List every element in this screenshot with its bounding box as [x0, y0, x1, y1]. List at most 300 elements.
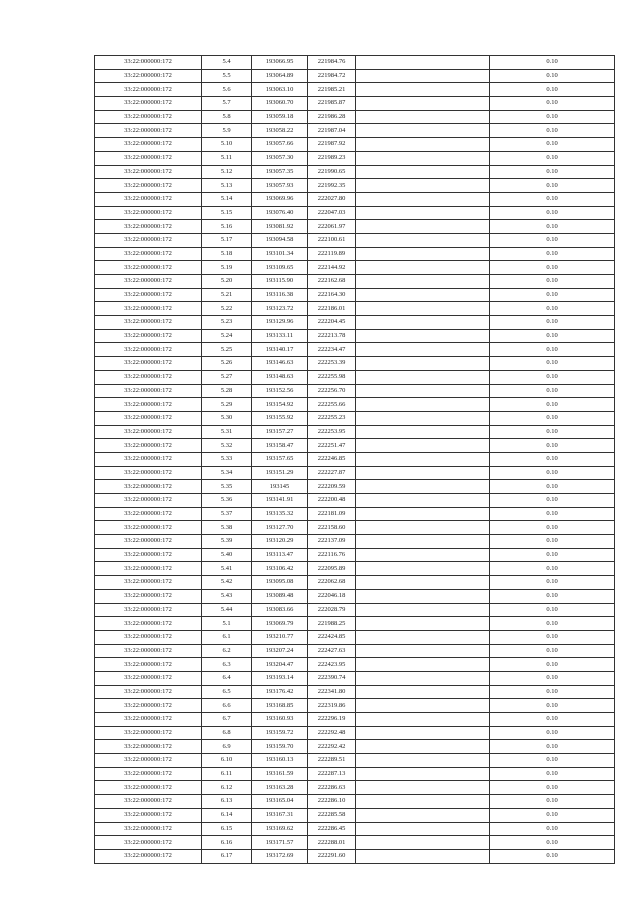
y-coordinate-cell: 222047.03 — [308, 206, 356, 220]
point-number-cell: 6.2 — [202, 644, 252, 658]
x-coordinate-cell: 193135.32 — [252, 507, 308, 521]
y-coordinate-cell: 222119.89 — [308, 247, 356, 261]
table-row — [95, 439, 615, 453]
x-coordinate-cell: 193152.56 — [252, 384, 308, 398]
y-coordinate-cell: 222158.60 — [308, 521, 356, 535]
cadastral-number-cell: 33:22:000000:172 — [95, 261, 202, 275]
point-number-cell: 5.5 — [202, 69, 252, 83]
y-coordinate-cell: 222286.10 — [308, 795, 356, 809]
accuracy-cell: 0.10 — [490, 343, 615, 357]
accuracy-cell: 0.10 — [490, 233, 615, 247]
table-row — [95, 288, 615, 302]
point-number-cell: 5.32 — [202, 439, 252, 453]
empty-cell — [356, 849, 490, 863]
point-number-cell: 5.36 — [202, 494, 252, 508]
x-coordinate-cell: 193160.93 — [252, 713, 308, 727]
table-row — [95, 398, 615, 412]
y-coordinate-cell: 222296.19 — [308, 713, 356, 727]
empty-cell — [356, 83, 490, 97]
x-coordinate-cell: 193157.27 — [252, 425, 308, 439]
table-row — [95, 466, 615, 480]
accuracy-cell: 0.10 — [490, 124, 615, 138]
x-coordinate-cell: 193094.58 — [252, 233, 308, 247]
empty-cell — [356, 466, 490, 480]
empty-cell — [356, 644, 490, 658]
accuracy-cell: 0.10 — [490, 439, 615, 453]
table-row — [95, 767, 615, 781]
accuracy-cell: 0.10 — [490, 535, 615, 549]
accuracy-cell: 0.10 — [490, 713, 615, 727]
cadastral-number-cell: 33:22:000000:172 — [95, 671, 202, 685]
accuracy-cell: 0.10 — [490, 56, 615, 70]
table-row — [95, 808, 615, 822]
empty-cell — [356, 261, 490, 275]
cadastral-number-cell: 33:22:000000:172 — [95, 562, 202, 576]
point-number-cell: 6.7 — [202, 713, 252, 727]
y-coordinate-cell: 221990.65 — [308, 165, 356, 179]
table-row — [95, 849, 615, 863]
accuracy-cell: 0.10 — [490, 370, 615, 384]
y-coordinate-cell: 222227.87 — [308, 466, 356, 480]
accuracy-cell: 0.10 — [490, 767, 615, 781]
empty-cell — [356, 658, 490, 672]
cadastral-number-cell: 33:22:000000:172 — [95, 685, 202, 699]
point-number-cell: 5.17 — [202, 233, 252, 247]
x-coordinate-cell: 193161.59 — [252, 767, 308, 781]
point-number-cell: 5.15 — [202, 206, 252, 220]
table-row — [95, 316, 615, 330]
table-row — [95, 56, 615, 70]
accuracy-cell: 0.10 — [490, 849, 615, 863]
point-number-cell: 5.13 — [202, 179, 252, 193]
cadastral-number-cell: 33:22:000000:172 — [95, 288, 202, 302]
x-coordinate-cell: 193159.70 — [252, 740, 308, 754]
x-coordinate-cell: 193158.47 — [252, 439, 308, 453]
cadastral-number-cell: 33:22:000000:172 — [95, 849, 202, 863]
accuracy-cell: 0.10 — [490, 507, 615, 521]
table-row — [95, 713, 615, 727]
point-number-cell: 6.16 — [202, 836, 252, 850]
x-coordinate-cell: 193101.34 — [252, 247, 308, 261]
x-coordinate-cell: 193165.04 — [252, 795, 308, 809]
x-coordinate-cell: 193059.18 — [252, 110, 308, 124]
point-number-cell: 5.14 — [202, 192, 252, 206]
empty-cell — [356, 206, 490, 220]
cadastral-number-cell: 33:22:000000:172 — [95, 754, 202, 768]
accuracy-cell: 0.10 — [490, 726, 615, 740]
x-coordinate-cell: 193193.14 — [252, 671, 308, 685]
cadastral-number-cell: 33:22:000000:172 — [95, 192, 202, 206]
x-coordinate-cell: 193154.92 — [252, 398, 308, 412]
accuracy-cell: 0.10 — [490, 275, 615, 289]
cadastral-number-cell: 33:22:000000:172 — [95, 767, 202, 781]
cadastral-number-cell: 33:22:000000:172 — [95, 357, 202, 371]
cadastral-number-cell: 33:22:000000:172 — [95, 179, 202, 193]
empty-cell — [356, 576, 490, 590]
cadastral-number-cell: 33:22:000000:172 — [95, 507, 202, 521]
y-coordinate-cell: 222027.80 — [308, 192, 356, 206]
point-number-cell: 5.30 — [202, 411, 252, 425]
table-row — [95, 357, 615, 371]
table-row — [95, 384, 615, 398]
table-row — [95, 425, 615, 439]
cadastral-number-cell: 33:22:000000:172 — [95, 329, 202, 343]
x-coordinate-cell: 193151.29 — [252, 466, 308, 480]
point-number-cell: 6.5 — [202, 685, 252, 699]
cadastral-number-cell: 33:22:000000:172 — [95, 343, 202, 357]
y-coordinate-cell: 222234.47 — [308, 343, 356, 357]
y-coordinate-cell: 222253.95 — [308, 425, 356, 439]
y-coordinate-cell: 222255.23 — [308, 411, 356, 425]
empty-cell — [356, 110, 490, 124]
table-row — [95, 507, 615, 521]
table-row — [95, 836, 615, 850]
cadastral-number-cell: 33:22:000000:172 — [95, 384, 202, 398]
point-number-cell: 5.27 — [202, 370, 252, 384]
cadastral-number-cell: 33:22:000000:172 — [95, 370, 202, 384]
empty-cell — [356, 507, 490, 521]
accuracy-cell: 0.10 — [490, 69, 615, 83]
y-coordinate-cell: 222286.63 — [308, 781, 356, 795]
point-number-cell: 6.17 — [202, 849, 252, 863]
accuracy-cell: 0.10 — [490, 808, 615, 822]
y-coordinate-cell: 222246.85 — [308, 452, 356, 466]
empty-cell — [356, 247, 490, 261]
cadastral-number-cell: 33:22:000000:172 — [95, 247, 202, 261]
y-coordinate-cell: 222288.01 — [308, 836, 356, 850]
table-row — [95, 494, 615, 508]
empty-cell — [356, 494, 490, 508]
x-coordinate-cell: 193129.96 — [252, 316, 308, 330]
table-row — [95, 562, 615, 576]
table-row — [95, 548, 615, 562]
cadastral-number-cell: 33:22:000000:172 — [95, 535, 202, 549]
x-coordinate-cell: 193176.42 — [252, 685, 308, 699]
empty-cell — [356, 822, 490, 836]
empty-cell — [356, 713, 490, 727]
accuracy-cell: 0.10 — [490, 548, 615, 562]
cadastral-number-cell: 33:22:000000:172 — [95, 220, 202, 234]
table-row — [95, 781, 615, 795]
table-row — [95, 658, 615, 672]
table-row — [95, 83, 615, 97]
point-number-cell: 5.31 — [202, 425, 252, 439]
point-number-cell: 5.38 — [202, 521, 252, 535]
empty-cell — [356, 699, 490, 713]
y-coordinate-cell: 221988.25 — [308, 617, 356, 631]
y-coordinate-cell: 221992.35 — [308, 179, 356, 193]
cadastral-number-cell: 33:22:000000:172 — [95, 56, 202, 70]
cadastral-number-cell: 33:22:000000:172 — [95, 795, 202, 809]
y-coordinate-cell: 222287.13 — [308, 767, 356, 781]
empty-cell — [356, 69, 490, 83]
accuracy-cell: 0.10 — [490, 836, 615, 850]
x-coordinate-cell: 193168.85 — [252, 699, 308, 713]
y-coordinate-cell: 221985.21 — [308, 83, 356, 97]
point-number-cell: 5.28 — [202, 384, 252, 398]
y-coordinate-cell: 222253.39 — [308, 357, 356, 371]
accuracy-cell: 0.10 — [490, 398, 615, 412]
accuracy-cell: 0.10 — [490, 603, 615, 617]
accuracy-cell: 0.10 — [490, 220, 615, 234]
table-row — [95, 603, 615, 617]
x-coordinate-cell: 193159.72 — [252, 726, 308, 740]
empty-cell — [356, 370, 490, 384]
x-coordinate-cell: 193057.93 — [252, 179, 308, 193]
empty-cell — [356, 480, 490, 494]
accuracy-cell: 0.10 — [490, 83, 615, 97]
table-row — [95, 192, 615, 206]
empty-cell — [356, 220, 490, 234]
point-number-cell: 5.1 — [202, 617, 252, 631]
y-coordinate-cell: 221987.04 — [308, 124, 356, 138]
table-row — [95, 644, 615, 658]
x-coordinate-cell: 193157.65 — [252, 452, 308, 466]
table-row — [95, 822, 615, 836]
coordinates-table-body — [95, 56, 615, 864]
point-number-cell: 5.4 — [202, 56, 252, 70]
y-coordinate-cell: 222255.98 — [308, 370, 356, 384]
cadastral-number-cell: 33:22:000000:172 — [95, 630, 202, 644]
table-row — [95, 220, 615, 234]
cadastral-number-cell: 33:22:000000:172 — [95, 452, 202, 466]
x-coordinate-cell: 193146.63 — [252, 357, 308, 371]
empty-cell — [356, 795, 490, 809]
cadastral-number-cell: 33:22:000000:172 — [95, 439, 202, 453]
y-coordinate-cell: 222062.68 — [308, 576, 356, 590]
table-row — [95, 329, 615, 343]
table-row — [95, 685, 615, 699]
y-coordinate-cell: 222289.51 — [308, 754, 356, 768]
accuracy-cell: 0.10 — [490, 480, 615, 494]
y-coordinate-cell: 222341.80 — [308, 685, 356, 699]
y-coordinate-cell: 222100.61 — [308, 233, 356, 247]
table-row — [95, 151, 615, 165]
empty-cell — [356, 56, 490, 70]
cadastral-number-cell: 33:22:000000:172 — [95, 822, 202, 836]
point-number-cell: 5.34 — [202, 466, 252, 480]
accuracy-cell: 0.10 — [490, 562, 615, 576]
table-row — [95, 179, 615, 193]
x-coordinate-cell: 193063.10 — [252, 83, 308, 97]
y-coordinate-cell: 222061.97 — [308, 220, 356, 234]
point-number-cell: 5.44 — [202, 603, 252, 617]
point-number-cell: 6.3 — [202, 658, 252, 672]
point-number-cell: 5.40 — [202, 548, 252, 562]
point-number-cell: 5.9 — [202, 124, 252, 138]
empty-cell — [356, 685, 490, 699]
point-number-cell: 6.10 — [202, 754, 252, 768]
y-coordinate-cell: 222423.95 — [308, 658, 356, 672]
table-row — [95, 521, 615, 535]
point-number-cell: 5.33 — [202, 452, 252, 466]
x-coordinate-cell: 193172.69 — [252, 849, 308, 863]
cadastral-number-cell: 33:22:000000:172 — [95, 165, 202, 179]
cadastral-number-cell: 33:22:000000:172 — [95, 302, 202, 316]
y-coordinate-cell: 222213.78 — [308, 329, 356, 343]
point-number-cell: 5.6 — [202, 83, 252, 97]
x-coordinate-cell: 193163.28 — [252, 781, 308, 795]
accuracy-cell: 0.10 — [490, 644, 615, 658]
cadastral-number-cell: 33:22:000000:172 — [95, 576, 202, 590]
table-row — [95, 343, 615, 357]
empty-cell — [356, 535, 490, 549]
y-coordinate-cell: 222137.09 — [308, 535, 356, 549]
accuracy-cell: 0.10 — [490, 329, 615, 343]
point-number-cell: 6.4 — [202, 671, 252, 685]
point-number-cell: 5.22 — [202, 302, 252, 316]
y-coordinate-cell: 221987.92 — [308, 138, 356, 152]
empty-cell — [356, 452, 490, 466]
point-number-cell: 5.7 — [202, 97, 252, 111]
point-number-cell: 6.9 — [202, 740, 252, 754]
cadastral-number-cell: 33:22:000000:172 — [95, 316, 202, 330]
y-coordinate-cell: 221989.23 — [308, 151, 356, 165]
cadastral-number-cell: 33:22:000000:172 — [95, 466, 202, 480]
empty-cell — [356, 384, 490, 398]
cadastral-number-cell: 33:22:000000:172 — [95, 740, 202, 754]
y-coordinate-cell: 221986.28 — [308, 110, 356, 124]
accuracy-cell: 0.10 — [490, 822, 615, 836]
point-number-cell: 5.37 — [202, 507, 252, 521]
empty-cell — [356, 671, 490, 685]
y-coordinate-cell: 222046.18 — [308, 589, 356, 603]
x-coordinate-cell: 193060.70 — [252, 97, 308, 111]
accuracy-cell: 0.10 — [490, 411, 615, 425]
table-row — [95, 411, 615, 425]
accuracy-cell: 0.10 — [490, 151, 615, 165]
empty-cell — [356, 233, 490, 247]
x-coordinate-cell: 193069.96 — [252, 192, 308, 206]
x-coordinate-cell: 193148.63 — [252, 370, 308, 384]
accuracy-cell: 0.10 — [490, 138, 615, 152]
x-coordinate-cell: 193109.65 — [252, 261, 308, 275]
point-number-cell: 5.8 — [202, 110, 252, 124]
point-number-cell: 5.10 — [202, 138, 252, 152]
point-number-cell: 5.41 — [202, 562, 252, 576]
cadastral-number-cell: 33:22:000000:172 — [95, 548, 202, 562]
empty-cell — [356, 439, 490, 453]
table-row — [95, 630, 615, 644]
point-number-cell: 6.13 — [202, 795, 252, 809]
empty-cell — [356, 808, 490, 822]
y-coordinate-cell: 222424.85 — [308, 630, 356, 644]
table-row — [95, 699, 615, 713]
empty-cell — [356, 357, 490, 371]
x-coordinate-cell: 193145 — [252, 480, 308, 494]
x-coordinate-cell: 193204.47 — [252, 658, 308, 672]
y-coordinate-cell: 221984.72 — [308, 69, 356, 83]
empty-cell — [356, 192, 490, 206]
x-coordinate-cell: 193155.92 — [252, 411, 308, 425]
table-row — [95, 370, 615, 384]
y-coordinate-cell: 222291.60 — [308, 849, 356, 863]
y-coordinate-cell: 222390.74 — [308, 671, 356, 685]
cadastral-number-cell: 33:22:000000:172 — [95, 644, 202, 658]
cadastral-number-cell: 33:22:000000:172 — [95, 589, 202, 603]
cadastral-number-cell: 33:22:000000:172 — [95, 713, 202, 727]
y-coordinate-cell: 222095.89 — [308, 562, 356, 576]
empty-cell — [356, 411, 490, 425]
empty-cell — [356, 726, 490, 740]
empty-cell — [356, 521, 490, 535]
table-row — [95, 124, 615, 138]
x-coordinate-cell: 193081.92 — [252, 220, 308, 234]
x-coordinate-cell: 193141.91 — [252, 494, 308, 508]
x-coordinate-cell: 193169.62 — [252, 822, 308, 836]
y-coordinate-cell: 222285.58 — [308, 808, 356, 822]
empty-cell — [356, 548, 490, 562]
accuracy-cell: 0.10 — [490, 699, 615, 713]
table-row — [95, 795, 615, 809]
point-number-cell: 5.25 — [202, 343, 252, 357]
accuracy-cell: 0.10 — [490, 576, 615, 590]
y-coordinate-cell: 222427.63 — [308, 644, 356, 658]
x-coordinate-cell: 193210.77 — [252, 630, 308, 644]
table-row — [95, 165, 615, 179]
table-row — [95, 726, 615, 740]
accuracy-cell: 0.10 — [490, 494, 615, 508]
y-coordinate-cell: 222255.66 — [308, 398, 356, 412]
accuracy-cell: 0.10 — [490, 110, 615, 124]
empty-cell — [356, 165, 490, 179]
accuracy-cell: 0.10 — [490, 261, 615, 275]
x-coordinate-cell: 193116.38 — [252, 288, 308, 302]
point-number-cell: 5.26 — [202, 357, 252, 371]
accuracy-cell: 0.10 — [490, 685, 615, 699]
table-row — [95, 589, 615, 603]
cadastral-number-cell: 33:22:000000:172 — [95, 494, 202, 508]
y-coordinate-cell: 221984.76 — [308, 56, 356, 70]
point-number-cell: 5.21 — [202, 288, 252, 302]
x-coordinate-cell: 193171.57 — [252, 836, 308, 850]
cadastral-number-cell: 33:22:000000:172 — [95, 425, 202, 439]
accuracy-cell: 0.10 — [490, 357, 615, 371]
accuracy-cell: 0.10 — [490, 302, 615, 316]
y-coordinate-cell: 222200.48 — [308, 494, 356, 508]
point-number-cell: 5.23 — [202, 316, 252, 330]
accuracy-cell: 0.10 — [490, 589, 615, 603]
cadastral-number-cell: 33:22:000000:172 — [95, 83, 202, 97]
cadastral-number-cell: 33:22:000000:172 — [95, 480, 202, 494]
x-coordinate-cell: 193083.66 — [252, 603, 308, 617]
table-row — [95, 740, 615, 754]
empty-cell — [356, 425, 490, 439]
accuracy-cell: 0.10 — [490, 466, 615, 480]
empty-cell — [356, 151, 490, 165]
x-coordinate-cell: 193120.29 — [252, 535, 308, 549]
empty-cell — [356, 179, 490, 193]
table-row — [95, 233, 615, 247]
x-coordinate-cell: 193123.72 — [252, 302, 308, 316]
x-coordinate-cell: 193089.48 — [252, 589, 308, 603]
x-coordinate-cell: 193064.89 — [252, 69, 308, 83]
empty-cell — [356, 138, 490, 152]
point-number-cell: 5.20 — [202, 275, 252, 289]
cadastral-number-cell: 33:22:000000:172 — [95, 110, 202, 124]
cadastral-number-cell: 33:22:000000:172 — [95, 521, 202, 535]
empty-cell — [356, 562, 490, 576]
table-row — [95, 480, 615, 494]
accuracy-cell: 0.10 — [490, 754, 615, 768]
y-coordinate-cell: 222292.42 — [308, 740, 356, 754]
empty-cell — [356, 754, 490, 768]
y-coordinate-cell: 222186.01 — [308, 302, 356, 316]
point-number-cell: 6.15 — [202, 822, 252, 836]
y-coordinate-cell: 222144.92 — [308, 261, 356, 275]
cadastral-number-cell: 33:22:000000:172 — [95, 658, 202, 672]
x-coordinate-cell: 193113.47 — [252, 548, 308, 562]
